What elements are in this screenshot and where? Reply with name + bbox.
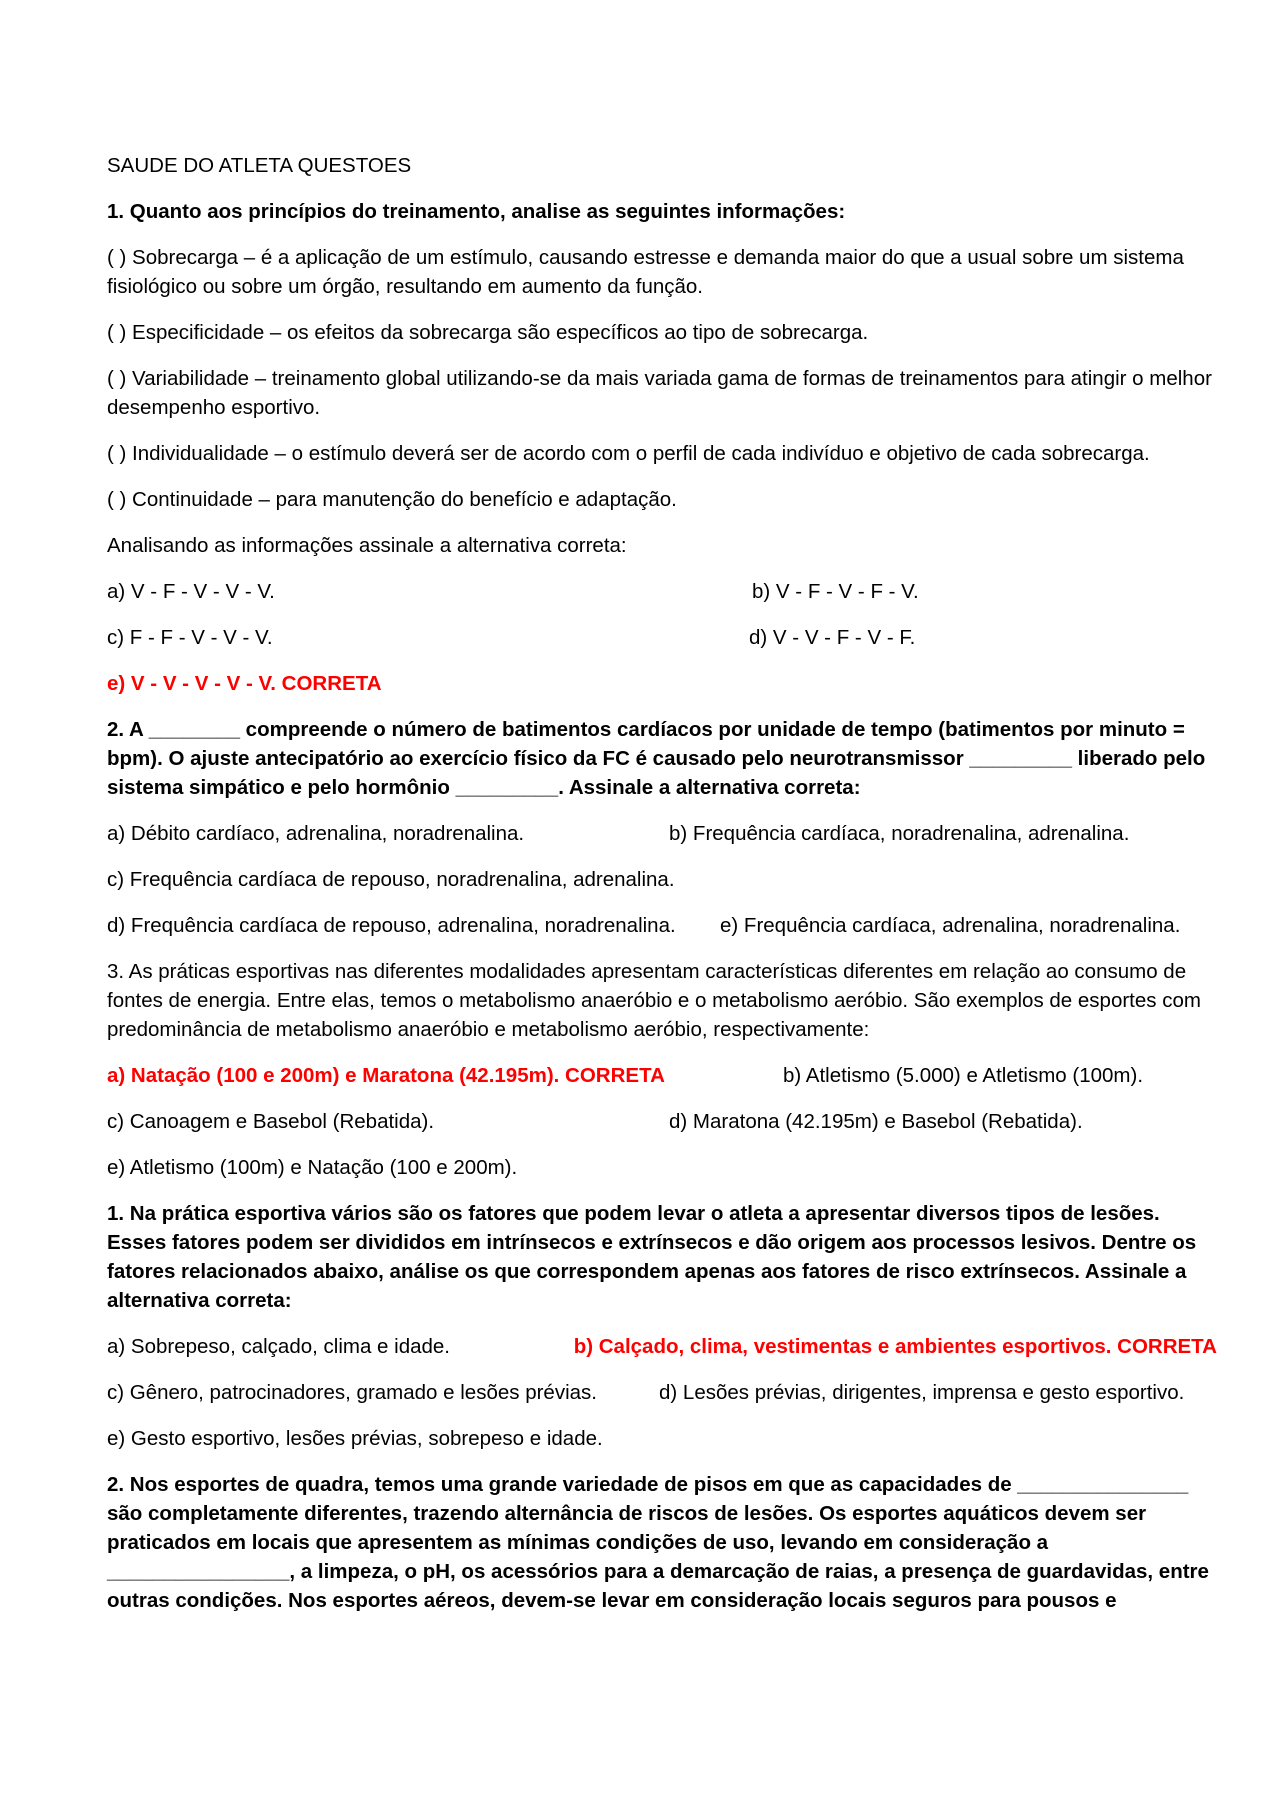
document-page: [107, 151, 1217, 1632]
question-3-stem: 3. As práticas esportivas nas diferentes modalidades apresentam características diferentes em relação ao consumo de fontes de energia. Entre elas, temos o metabolismo anaeróbio e o metabolismo aeróbio. São exemplos de esportes com predominância de metabolismo anaeróbio e metabolismo aeróbio, respectivamente:: [107, 960, 1201, 1041]
q1-option-a: a) V - F - V - V - V.: [107, 580, 275, 603]
q1-item-variabilidade: ( ) Variabilidade – treinamento global utilizando-se da mais variada gama de formas de treinamentos para atingir o melhor desempenho esportivo.: [107, 367, 1212, 419]
q3-options-row-2: [107, 1107, 1217, 1136]
q4-option-b-correct: b) Calçado, clima, vestimentas e ambientes esportivos. CORRETA: [573, 1335, 1217, 1358]
q3-options-row-1: [107, 1061, 1217, 1090]
q1-option-b: b) V - F - V - F - V.: [752, 580, 919, 603]
q3-option-d: d) Maratona (42.195m) e Basebol (Rebatida).: [669, 1110, 1083, 1133]
q1-item-sobrecarga: ( ) Sobrecarga – é a aplicação de um estímulo, causando estresse e demanda maior do que a usual sobre um sistema fisiológico ou sobre um órgão, resultando em aumento da função.: [107, 246, 1184, 298]
q4-option-e: e) Gesto esportivo, lesões prévias, sobrepeso e idade.: [107, 1427, 603, 1450]
q3-option-e: e) Atletismo (100m) e Natação (100 e 200m).: [107, 1156, 518, 1179]
q2-option-c: c) Frequência cardíaca de repouso, noradrenalina, adrenalina.: [107, 868, 675, 891]
q4-options-row-1: [107, 1332, 1217, 1361]
q3-option-c: c) Canoagem e Basebol (Rebatida).: [107, 1110, 435, 1133]
q1-option-d: d) V - V - F - V - F.: [749, 626, 916, 649]
question-4-stem: 1. Na prática esportiva vários são os fatores que podem levar o atleta a apresentar diversos tipos de lesões. Esses fatores podem ser divididos em intrínsecos e extrínsecos e dão origem aos processos lesivos. Dentre os fatores relacionados abaixo, análise os que correspondem apenas aos fatores de risco extrínsecos. Assinale a alternativa correta:: [107, 1202, 1197, 1312]
question-2-stem: 2. A ________ compreende o número de batimentos cardíacos por unidade de tempo (batimentos por minuto = bpm). O ajuste antecipatório ao exercício físico da FC é causado pelo neurotransmissor _________ liberado pelo sistema simpático e pelo hormônio _________. Assinale a alternativa correta:: [107, 718, 1206, 799]
q1-item-especificidade: ( ) Especificidade – os efeitos da sobrecarga são específicos ao tipo de sobrecarga.: [107, 321, 869, 344]
q1-item-continuidade: ( ) Continuidade – para manutenção do benefício e adaptação.: [107, 488, 677, 511]
question-5-stem: 2. Nos esportes de quadra, temos uma grande variedade de pisos em que as capacidades de _______________ são completamente diferentes, trazendo alternância de riscos de lesões. Os esportes aquáticos devem ser praticados em locais que apresentem as mínimas condições de uso, levando em consideração a ________________, a limpeza, o pH, os acessórios para a demarcação de raias, a presença de guardavidas, entre outras condições. Nos esportes aéreos, devem-se levar em consideração locais seguros para pousos e: [107, 1473, 1209, 1612]
q2-option-d: d) Frequência cardíaca de repouso, adrenalina, noradrenalina.: [107, 914, 676, 937]
q3-option-a-correct: a) Natação (100 e 200m) e Maratona (42.195m). CORRETA: [107, 1064, 665, 1087]
q2-option-e: e) Frequência cardíaca, adrenalina, noradrenalina.: [720, 914, 1181, 937]
q1-option-e-correct: e) V - V - V - V - V. CORRETA: [107, 672, 382, 695]
q4-option-a: a) Sobrepeso, calçado, clima e idade.: [107, 1335, 451, 1358]
q4-options-row-2: [107, 1378, 1217, 1407]
q2-option-b: b) Frequência cardíaca, noradrenalina, adrenalina.: [669, 822, 1130, 845]
q4-option-c: c) Gênero, patrocinadores, gramado e lesões prévias.: [107, 1381, 597, 1404]
q4-option-d: d) Lesões prévias, dirigentes, imprensa e gesto esportivo.: [659, 1381, 1185, 1404]
question-1-stem: 1. Quanto aos princípios do treinamento, analise as seguintes informações:: [107, 200, 846, 223]
q1-prompt: Analisando as informações assinale a alternativa correta:: [107, 534, 627, 557]
q1-item-individualidade: ( ) Individualidade – o estímulo deverá ser de acordo com o perfil de cada indivíduo e objetivo de cada sobrecarga.: [107, 442, 1150, 465]
q1-options-row-1: [107, 577, 1217, 606]
q2-option-a: a) Débito cardíaco, adrenalina, noradrenalina.: [107, 822, 525, 845]
document-title: SAUDE DO ATLETA QUESTOES: [107, 154, 412, 177]
q1-option-c: c) F - F - V - V - V.: [107, 626, 273, 649]
q2-options-row-1: [107, 819, 1217, 848]
q2-options-row-2: [107, 911, 1217, 940]
q1-options-row-2: [107, 623, 1217, 652]
q3-option-b: b) Atletismo (5.000) e Atletismo (100m).: [783, 1064, 1144, 1087]
